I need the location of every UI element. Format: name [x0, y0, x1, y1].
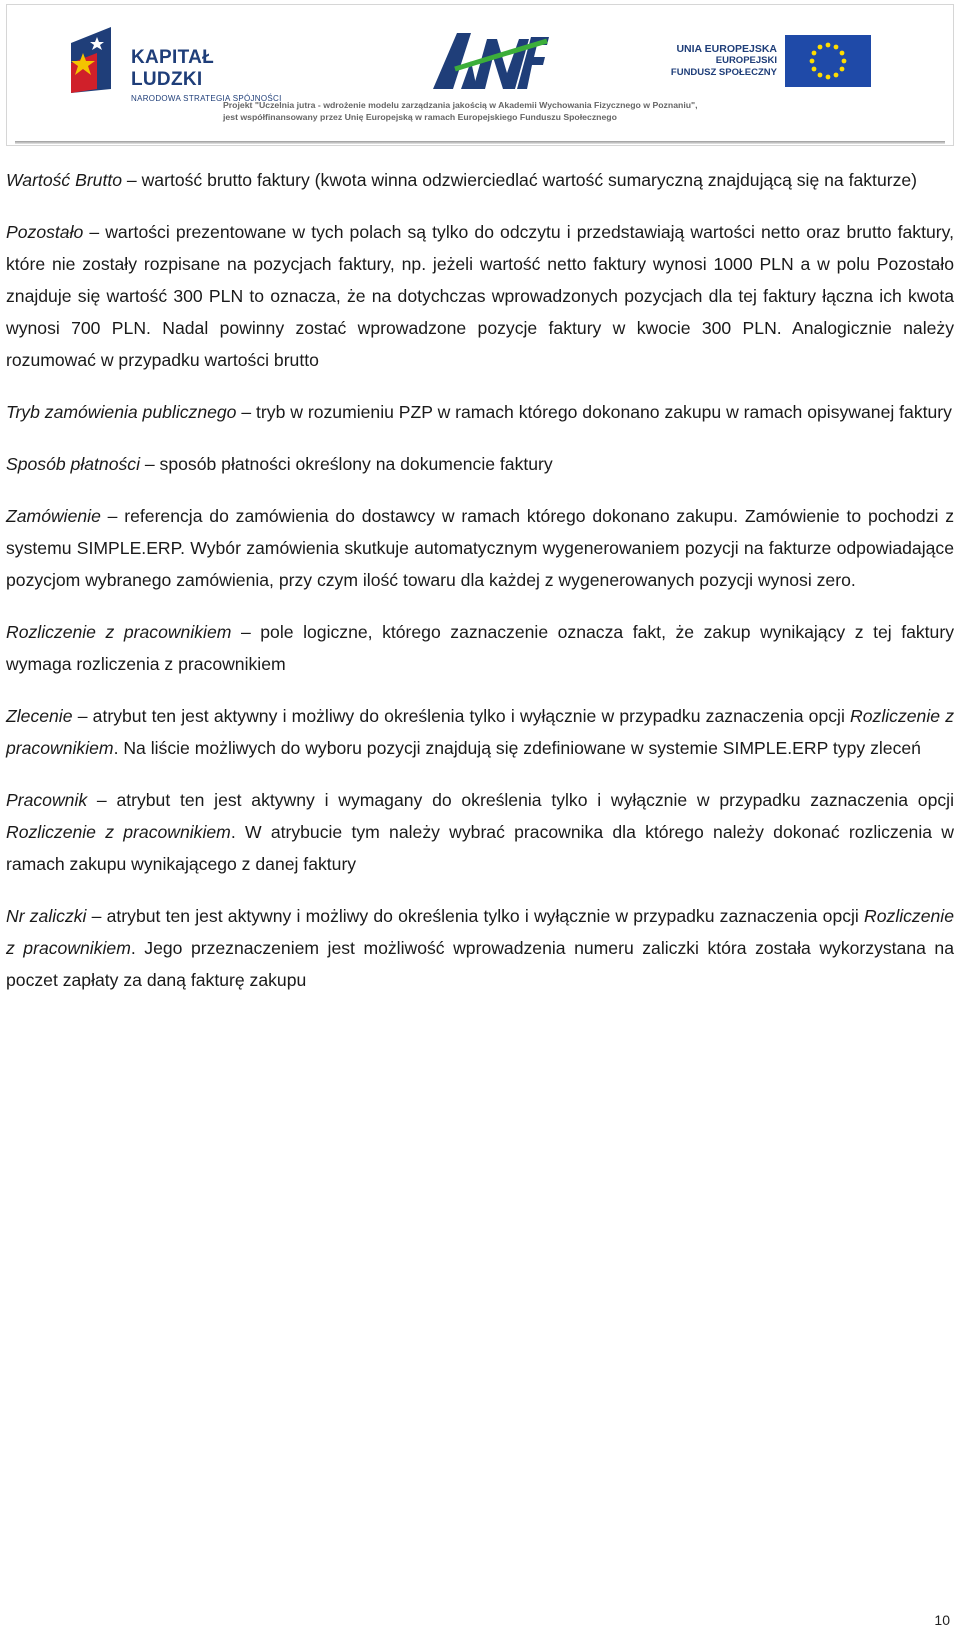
document-body [6, 164, 954, 1016]
definition: – sposób płatności określony na dokumencie faktury [140, 454, 553, 474]
awf-logo [431, 29, 549, 91]
term: Wartość Brutto [6, 170, 123, 190]
definition-continued: . Na liście możliwych do wyboru pozycji znajdują się zdefiniowane w systemie SIMPLE.ERP typy zleceń [113, 738, 921, 758]
project-note [223, 99, 743, 123]
eu-line-3: FUNDUSZ SPOŁECZNY [670, 67, 777, 78]
term: Zamówienie [6, 506, 101, 526]
paragraph-sposob-platnosci [6, 448, 954, 480]
definition-continued: . W atrybucie tym należy wybrać pracownika dla którego należy dokonać rozliczenia w ramach zakupu wynikającego z danej faktury [6, 822, 954, 874]
term: Zlecenie [6, 706, 73, 726]
eu-line-2: EUROPEJSKI [715, 55, 777, 66]
kapital-ludzki-logo [67, 23, 287, 103]
definition-continued: . Jego przeznaczeniem jest możliwość wprowadzenia numeru zaliczki która została wykorzystana na poczet zapłaty za daną fakturę zakupu [6, 938, 954, 990]
page-number: 10 [934, 1612, 950, 1628]
definition: – atrybut ten jest aktywny i wymagany do określenia tylko i wyłącznie w przypadku zaznaczenia opcji [87, 790, 954, 810]
awf-logo-icon [431, 29, 549, 91]
definition: – atrybut ten jest aktywny i możliwy do określenia tylko i wyłącznie w przypadku zaznaczenia opcji [72, 706, 851, 726]
definition: – pole logiczne, którego zaznaczenie oznacza fakt, że zakup wynikający z tej faktury wymaga rozliczenia z pracownikiem [6, 622, 954, 674]
paragraph-zamowienie [6, 500, 954, 596]
term: Rozliczenie z pracownikiem [6, 622, 232, 642]
paragraph-pracownik [6, 784, 954, 880]
project-note-line-1: Projekt "Uczelnia jutra - wdrożenie modelu zarządzania jakością w Akademii Wychowania Fizycznego w Poznaniu", [223, 100, 698, 110]
option-reference: Rozliczenie z pracownikiem [6, 822, 231, 842]
kapital-ludzki-subtitle: NARODOWA STRATEGIA SPÓJNOŚCI [131, 94, 282, 103]
option-reference: Rozliczenie z pracownikiem [6, 706, 954, 758]
kapital-ludzki-emblem-icon [67, 23, 123, 95]
option-reference: Rozliczenie z pracownikiem [6, 906, 954, 958]
paragraph-zlecenie [6, 700, 954, 764]
definition: – wartości prezentowane w tych polach są tylko do odczytu i przedstawiają wartości netto oraz brutto faktury, które nie zostały rozpisane na pozycjach faktury, np. jeżeli wartość netto faktury wynosi 1000 PLN a w polu Pozostało znajduje się wartość 300 PLN to oznacza, że na dotychczas wprowadzonych pozycjach dla tej faktury łączna ich kwota wynosi 700 PLN. Nadal powinny zostać wprowadzone pozycje faktury w kwocie 300 PLN. Analogicznie należy rozumować w przypadku wartości brutto [6, 222, 954, 370]
project-note-line-2: jest współfinansowany przez Unię Europejską w ramach Europejskiego Funduszu Społecznego [223, 112, 617, 122]
paragraph-pozostalo [6, 216, 954, 376]
definition: – referencja do zamówienia do dostawcy w ramach którego dokonano zakupu. Zamówienie to pochodzi z systemu SIMPLE.ERP. Wybór zamówienia skutkuje automatycznym wygenerowaniem pozycji na fakturze odpowiadające pozycjom wybranego zamówienia, przy czym ilość towaru dla każdej z wygenerowanych pozycji wynosi zero. [6, 506, 954, 590]
paragraph-nr-zaliczki [6, 900, 954, 996]
term: Pozostało [6, 222, 84, 242]
eu-flag-icon [785, 35, 871, 87]
paragraph-rozliczenie [6, 616, 954, 680]
page-header [6, 4, 954, 146]
definition: – tryb w rozumieniu PZP w ramach którego dokonano zakupu w ramach opisywanej faktury [236, 402, 952, 422]
term: Pracownik [6, 790, 88, 810]
header-divider [15, 141, 945, 144]
definition: – atrybut ten jest aktywny i możliwy do określenia tylko i wyłącznie w przypadku zaznaczenia opcji [86, 906, 865, 926]
paragraph-wartosc-brutto [6, 164, 954, 196]
definition: – wartość brutto faktury (kwota winna odzwierciedlać wartość sumaryczną znajdującą się na fakturze) [122, 170, 918, 190]
paragraph-tryb-zamowienia [6, 396, 954, 428]
kapital-ludzki-title: KAPITAŁ LUDZKI [131, 47, 215, 90]
term: Nr zaliczki [6, 906, 87, 926]
eu-line-1: UNIA EUROPEJSKA [676, 43, 777, 55]
term: Sposób płatności [6, 454, 140, 474]
term: Tryb zamówienia publicznego [6, 402, 237, 422]
